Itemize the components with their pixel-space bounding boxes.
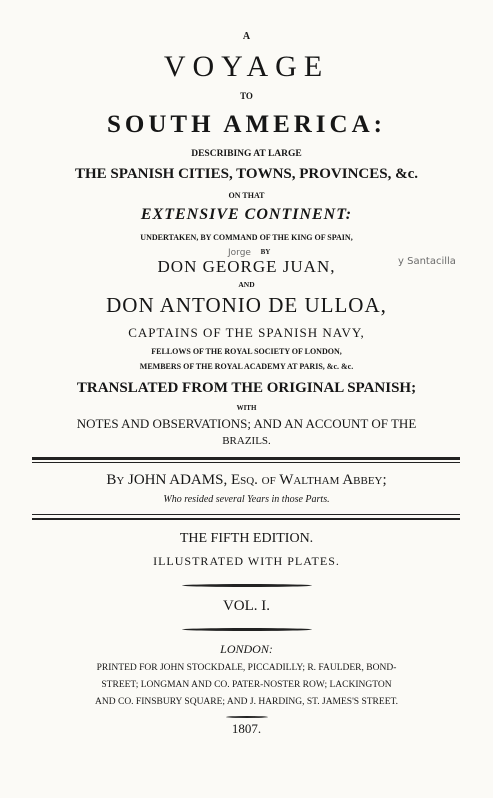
double-rule-top-thin [32,462,460,463]
on-that-line: ON THAT [228,191,265,200]
subject-line: THE SPANISH CITIES, TOWNS, PROVINCES, &c. [75,166,418,182]
notes-line: NOTES AND OBSERVATIONS; AND AN ACCOUNT OF THE [76,416,417,431]
title-destination: SOUTH AMERICA: [107,111,386,138]
imprint-line-2: STREET; LONGMAN AND CO. PATER-NOSTER ROW; LACKINGTON [101,680,392,690]
illustrated-line: ILLUSTRATED WITH PLATES. [153,554,340,568]
undertaken-line: UNDERTAKEN, BY COMMAND OF THE KING OF SPAIN, [140,233,353,242]
handwritten-jorge: Jorge [228,248,251,258]
members-line: MEMBERS OF THE ROYAL ACADEMY AT PARIS, &c. &c. [139,362,354,371]
title-article: A [242,31,251,42]
handwritten-santacilla: y Santacilla [398,256,456,267]
ornament-rule-bottom [182,628,312,631]
volume-line: VOL. I. [222,598,271,614]
london-line: LONDON: [220,642,273,656]
fellows-line: FELLOWS OF THE ROYAL SOCIETY OF LONDON, [151,347,342,356]
year-line: 1807. [231,721,262,736]
double-rule-bottom-thin [32,514,460,515]
double-rule-bottom-thick [32,518,460,520]
translated-line: TRANSLATED FROM THE ORIGINAL SPANISH; [76,380,417,396]
double-rule-top-thick [32,457,460,460]
describing-line: DESCRIBING AT LARGE [191,149,302,159]
continent-line: EXTENSIVE CONTINENT: [140,206,353,223]
captains-line: CAPTAINS OF THE SPANISH NAVY, [128,325,365,340]
resided-line: Who resided several Years in those Parts. [163,494,330,505]
with-line: WITH [236,404,257,412]
by-line: BY [260,248,271,256]
imprint-line-3: AND CO. FINSBURY SQUARE; AND J. HARDING, ST. JAMES'S STREET. [95,697,398,707]
ornament-rule-small [226,716,268,718]
edition-line: THE FIFTH EDITION. [179,531,314,546]
author-juan: DON GEORGE JUAN, [157,257,336,276]
imprint-line-1: PRINTED FOR JOHN STOCKDALE, PICCADILLY; R. FAULDER, BOND- [96,663,397,673]
translator-line: By JOHN ADAMS, Esq. of Waltham Abbey; [106,472,387,488]
ornament-rule-top [182,584,312,587]
and-line: AND [238,280,255,289]
title-main: VOYAGE [163,50,330,83]
title-to: TO [240,91,253,101]
author-ulloa: DON ANTONIO DE ULLOA, [106,293,387,317]
brazils-line: BRAZILS. [222,435,271,447]
